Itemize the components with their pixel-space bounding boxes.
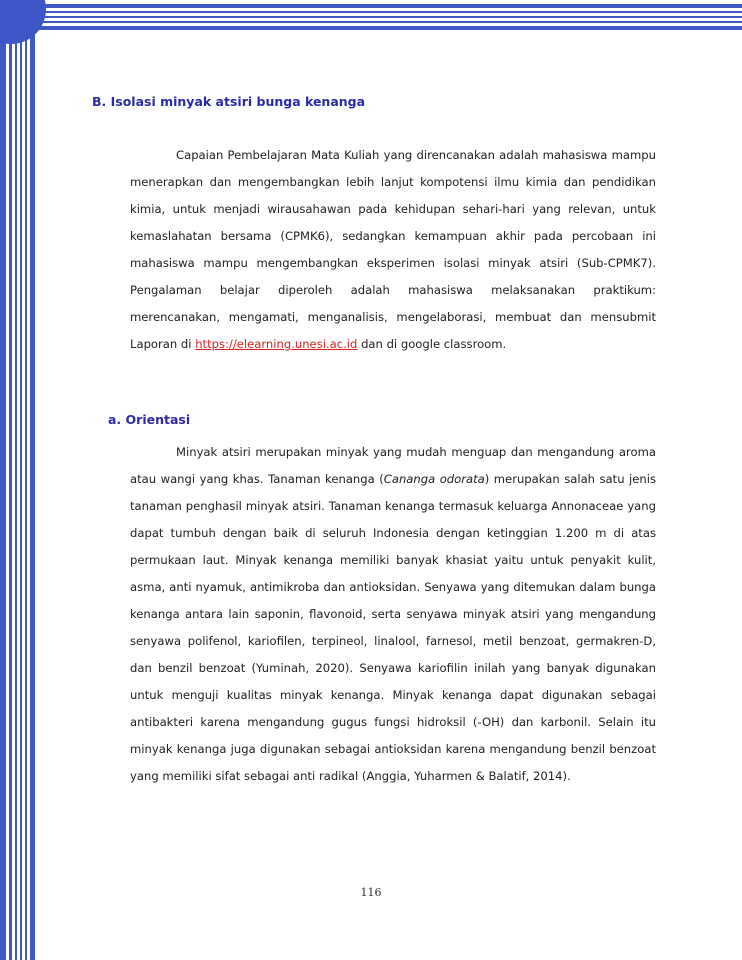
border-line-vertical-5 bbox=[25, 0, 27, 960]
section-b-text: Capaian Pembelajaran Mata Kuliah yang direncanakan adalah mahasiswa mampu menerapkan dan mengembangkan lebih lanjut kompotensi ilmu kimia dan pendidikan kimia, untuk menjadi wirausahawan pada kehidupan sehari-hari yang relevan, untuk kemaslahatan bersama (CPMK6), sedangkan kemampuan akhir pada percobaan ini mahasiswa mampu mengembangkan eksperimen isolasi minyak atsiri (Sub-CPMK7). Pengalaman belajar diperoleh adalah mahasiswa melaksanakan praktikum: merencanakan, mengamati, menganalisis, mengelaborasi, membuat dan mensubmit Laporan di bbox=[130, 148, 656, 351]
page-number: 116 bbox=[360, 886, 382, 899]
border-line-vertical-2 bbox=[9, 0, 12, 960]
species-name-italic: Cananga odorata bbox=[383, 472, 485, 486]
section-b-text-end: dan di google classroom. bbox=[357, 337, 507, 351]
section-a-text-rest: ) merupakan salah satu jenis tanaman penghasil minyak atsiri. Tanaman kenanga termasuk keluarga Annonaceae yang dapat tumbuh dengan baik di seluruh Indonesia dengan ketinggian 1.200 m di atas permukaan laut. Minyak kenanga memiliki banyak khasiat yaitu untuk penyakit kulit, asma, anti nyamuk, antimikroba dan antioksidan. Senyawa yang ditemukan dalam bunga kenanga antara lain saponin, flavonoid, serta senyawa minyak atsiri yang mengandung senyawa polifenol, kariofilen, terpineol, linalool, farnesol, metil benzoat, germakren-D, dan benzil benzoat (Yuminah, 2020). Senyawa kariofilin inilah yang banyak digunakan untuk menguji kualitas minyak kenanga. Minyak kenanga dapat digunakan sebagai antibakteri karena mengandung gugus fungsi hidroksil (-OH) dan karbonil. Selain itu minyak kenanga juga digunakan sebagai antioksidan karena mengandung benzil benzoat yang memiliki sifat sebagai anti radikal (Anggia, Yuharmen & Balatif, 2014). bbox=[130, 472, 656, 783]
border-line-vertical-1 bbox=[0, 0, 6, 960]
section-b-heading: B. Isolasi minyak atsiri bunga kenanga bbox=[92, 94, 366, 109]
border-line-vertical-6 bbox=[30, 0, 35, 960]
section-a-text: Minyak atsiri merupakan minyak yang mudah menguap dan mengandung aroma atau wangi yang khas. Tanaman kenanga ( bbox=[130, 445, 656, 486]
section-a-paragraph bbox=[130, 439, 656, 790]
elearning-link[interactable]: https://elearning.unesi.ac.id bbox=[195, 337, 358, 351]
border-line-horizontal-2 bbox=[24, 11, 742, 13]
corner-circle-ornament bbox=[0, 0, 46, 44]
section-b-paragraph bbox=[130, 142, 656, 358]
border-line-vertical-3 bbox=[15, 0, 17, 960]
border-line-horizontal-1 bbox=[24, 4, 742, 8]
border-line-horizontal-5 bbox=[24, 26, 742, 30]
border-line-vertical-4 bbox=[20, 0, 22, 960]
border-line-horizontal-4 bbox=[24, 21, 742, 23]
border-line-horizontal-3 bbox=[24, 16, 742, 18]
section-a-heading: a. Orientasi bbox=[108, 412, 191, 427]
